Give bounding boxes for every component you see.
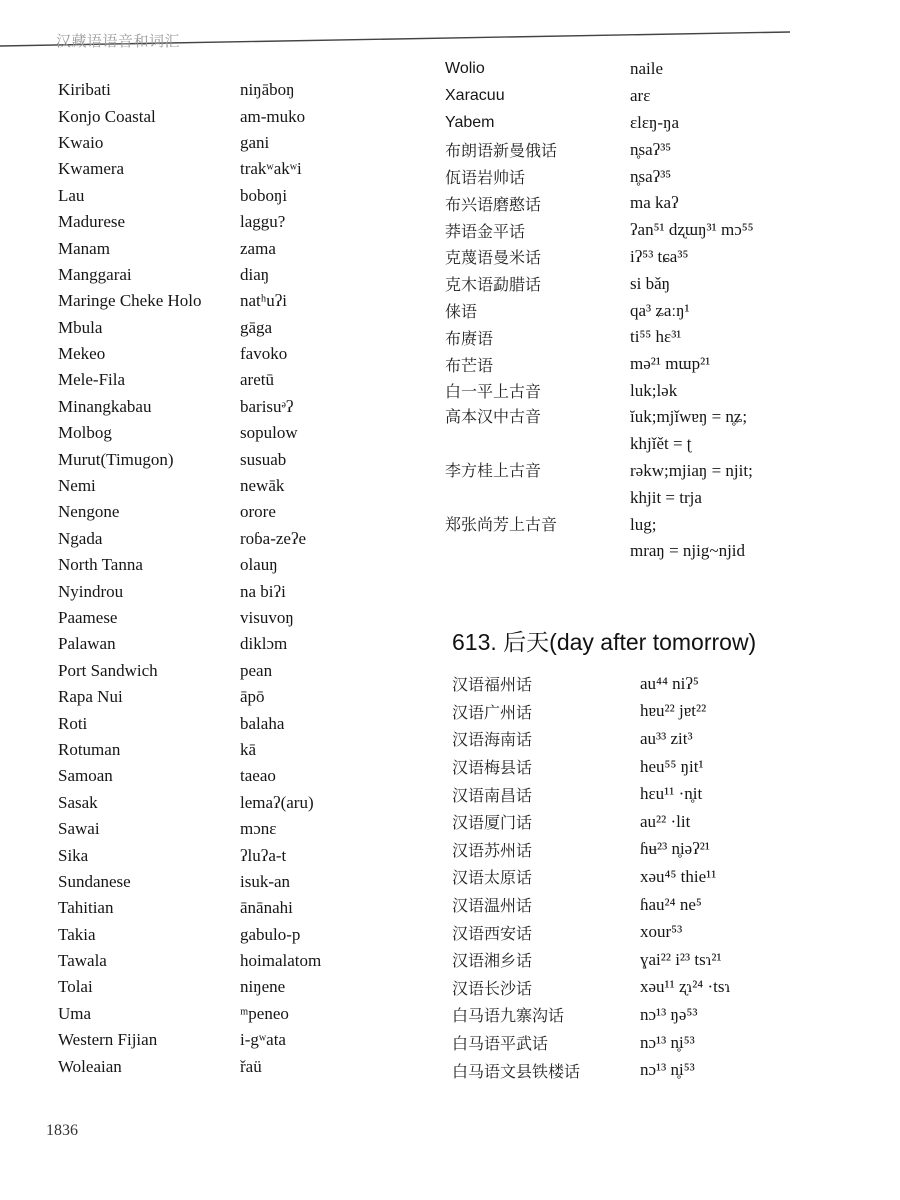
entry-row: [58, 394, 408, 420]
language-name: Takia: [58, 924, 96, 944]
word-form: luk;lək: [630, 380, 678, 400]
word-form: arɛ: [630, 86, 651, 106]
entry-row: [58, 420, 408, 446]
entry-row: [445, 110, 865, 137]
language-name: 汉语福州话: [452, 675, 533, 695]
entry-row: [58, 763, 408, 789]
entry-row: [452, 780, 872, 808]
word-form: nɔ¹³ ŋə⁵³: [640, 1004, 698, 1024]
language-name: 汉语海南话: [452, 730, 533, 750]
entry-row: [58, 288, 408, 314]
word-form: n̥saʔ³⁵: [630, 166, 672, 186]
language-name: Mbula: [58, 317, 103, 337]
language-name: Woleaian: [58, 1056, 122, 1076]
language-name: 佤语岩帅话: [445, 168, 526, 188]
entry-row: [58, 605, 408, 631]
word-form-line: ĭuk;mjǐwɐŋ = n̥ʑ;: [630, 407, 748, 427]
language-name: 高本汉中古音: [445, 407, 542, 427]
entry-row: [452, 946, 872, 974]
entry-row: [452, 808, 872, 836]
entry-row: [58, 631, 408, 657]
entry-row: [452, 1029, 872, 1057]
language-name: Samoan: [58, 766, 113, 786]
language-name: 李方桂上古音: [445, 460, 542, 480]
language-name: Kwamera: [58, 159, 125, 179]
section-number: 613.: [452, 629, 497, 655]
word-form: hoimalatom: [240, 951, 322, 971]
language-name: Konjo Coastal: [58, 106, 156, 126]
entry-row: [452, 974, 872, 1002]
entry-row: [58, 1027, 408, 1053]
word-form: diaŋ: [240, 264, 270, 284]
language-name: Rotuman: [58, 739, 121, 759]
language-name: 汉语梅县话: [452, 758, 533, 778]
word-form: isuk-an: [240, 871, 291, 891]
word-form: natʰuʔi: [240, 291, 287, 311]
language-name: North Tanna: [58, 555, 143, 575]
word-form: gabulo-p: [240, 924, 301, 944]
entry-row: [445, 217, 865, 244]
word-form: newāk: [240, 476, 285, 496]
language-name: Manam: [58, 238, 110, 258]
word-form: si bǎŋ: [630, 273, 671, 293]
word-form: ᵐpeneo: [240, 1003, 289, 1023]
word-form: ʔluʔa-t: [240, 845, 287, 865]
word-form: nɔ¹³ n̥i⁵³: [640, 1060, 695, 1080]
word-form: ɦʉ²³ n̥iəʔ²¹: [640, 839, 710, 859]
entry-row: [452, 1056, 872, 1084]
language-name: Tolai: [58, 977, 93, 997]
word-form: gani: [240, 132, 270, 152]
language-name: Sundanese: [58, 871, 131, 891]
word-form-line: khjit = trja: [630, 487, 702, 507]
entry-row: [58, 552, 408, 578]
entry-row: [452, 891, 872, 919]
language-name: Rapa Nui: [58, 687, 123, 707]
word-form: xour⁵³: [640, 922, 683, 942]
section-entries: [452, 670, 872, 1084]
word-form: mə²¹ mɯp²¹: [630, 354, 711, 374]
language-name: Lau: [58, 185, 85, 205]
language-name: 克木语勐腊话: [445, 275, 542, 295]
language-name: Yabem: [445, 113, 495, 131]
language-name: Sawai: [58, 819, 100, 839]
entry-row: [58, 183, 408, 209]
word-form: [630, 404, 747, 458]
word-form: barisuᵊʔ: [240, 396, 294, 416]
word-form: ʔan⁵¹ dʐɯŋ³¹ mɔ⁵⁵: [630, 220, 754, 240]
word-form: ti⁵⁵ hɛ³¹: [630, 327, 682, 347]
word-form: susuab: [240, 449, 287, 469]
page-number: 1836: [46, 1122, 78, 1139]
entry-row: [445, 56, 865, 83]
language-name: Wolio: [445, 60, 485, 78]
word-form: boboŋi: [240, 185, 288, 205]
entry-row: [445, 190, 865, 217]
entry-row: [58, 922, 408, 948]
entry-row: [452, 670, 872, 698]
language-name: Maringe Cheke Holo: [58, 291, 202, 311]
word-form-line: rəkw;mjiaŋ = njit;: [630, 460, 753, 480]
language-name: Kwaio: [58, 132, 104, 152]
entry-row: [452, 725, 872, 753]
entry-row: [58, 446, 408, 472]
right-column-entries: [445, 56, 865, 565]
entry-row: [58, 209, 408, 235]
word-form: xəu¹¹ ʐɿ²⁴ ·tsɿ: [640, 977, 731, 997]
language-name: Nengone: [58, 502, 120, 522]
word-form: ma kaʔ: [630, 193, 679, 213]
running-header: 汉藏语语音和词汇: [56, 34, 181, 50]
word-form: hɛu¹¹ ·n̥it: [640, 784, 703, 804]
language-name: 白马语文县铁楼话: [452, 1061, 581, 1081]
language-name: Paamese: [58, 608, 118, 627]
word-form: aretū: [240, 370, 274, 390]
entry-row: [445, 136, 865, 163]
section-heading: [452, 624, 756, 657]
entry-row: [452, 863, 872, 891]
entry-row: [452, 918, 872, 946]
word-form: gāga: [240, 317, 273, 337]
language-name: 白马语平武话: [452, 1034, 549, 1054]
entry-row: [58, 710, 408, 736]
word-form: [630, 512, 745, 566]
word-form: am-muko: [240, 106, 306, 126]
language-name: 莽语金平话: [445, 221, 526, 241]
language-name: Palawan: [58, 634, 116, 654]
language-name: 布朗语新曼俄话: [445, 141, 558, 161]
language-name: Tawala: [58, 951, 107, 971]
word-form: au⁴⁴ niʔ⁵: [640, 673, 699, 693]
entry-row: [58, 684, 408, 710]
word-form: au³³ zit³: [640, 728, 693, 748]
entry-row: [58, 315, 408, 341]
left-column-entries: [58, 77, 408, 1080]
entry-row: [445, 458, 865, 512]
language-name: Manggarai: [58, 264, 132, 284]
entry-row: [445, 270, 865, 297]
language-name: Minangkabau: [58, 396, 152, 416]
entry-row: [445, 378, 865, 405]
word-form: lemaʔ(aru): [240, 792, 314, 812]
word-form: i-gʷata: [240, 1030, 286, 1050]
entry-row: [58, 103, 408, 129]
word-form: naile: [630, 59, 664, 79]
word-form: iʔ⁵³ tɕa³⁵: [630, 246, 689, 266]
word-form: au²² ·lit: [640, 811, 691, 831]
entry-row: [58, 1001, 408, 1027]
word-form-line: mraŋ = njig~njid: [630, 541, 746, 561]
language-name: 汉语南昌话: [452, 785, 533, 805]
language-name: Uma: [58, 1003, 92, 1023]
word-form: řaü: [240, 1056, 262, 1076]
entry-row: [58, 473, 408, 499]
entry-row: [452, 836, 872, 864]
language-name: Molbog: [58, 423, 112, 443]
word-form: nɔ¹³ n̥i⁵³: [640, 1032, 695, 1052]
entry-row: [58, 737, 408, 763]
entry-row: [58, 341, 408, 367]
language-name: 布芒语: [445, 355, 494, 375]
language-name: 汉语苏州话: [452, 840, 533, 860]
entry-row: [452, 753, 872, 781]
language-name: Tahitian: [58, 898, 114, 918]
language-name: 白一平上古音: [445, 382, 542, 402]
language-name: 布兴语磨憨话: [445, 194, 542, 214]
entry-row: [58, 367, 408, 393]
language-name: 汉语温州话: [452, 896, 533, 916]
word-form-line: lug;: [630, 514, 657, 534]
word-form: na biʔi: [240, 581, 286, 601]
language-name: 汉语厦门话: [452, 813, 533, 833]
language-name: Xaracuu: [445, 87, 505, 105]
word-form: olauŋ: [240, 555, 278, 575]
entry-row: [445, 351, 865, 378]
word-form: qa³ ʑaːŋ¹: [630, 300, 690, 320]
word-form: sopulow: [240, 423, 298, 443]
entry-row: [445, 324, 865, 351]
entry-row: [58, 895, 408, 921]
word-form: hɐu²² jɐt²²: [640, 701, 707, 721]
entry-row: [58, 156, 408, 182]
language-name: Madurese: [58, 212, 126, 232]
language-name: 汉语西安话: [452, 923, 533, 943]
word-form: āpō: [240, 687, 265, 707]
language-name: Ngada: [58, 528, 103, 548]
word-form: n̥saʔ³⁵: [630, 139, 672, 159]
entry-row: [445, 512, 865, 566]
language-name: Port Sandwich: [58, 660, 158, 680]
word-form: niŋāboŋ: [240, 80, 295, 100]
word-form: visuvoŋ: [240, 608, 294, 627]
entry-row: [58, 869, 408, 895]
entry-row: [452, 698, 872, 726]
word-form: pean: [240, 660, 273, 680]
entry-row: [58, 130, 408, 156]
entry-row: [58, 1053, 408, 1079]
language-name: 郑张尚芳上古音: [445, 514, 558, 534]
entry-row: [445, 163, 865, 190]
word-form: favoko: [240, 344, 288, 364]
word-form: balaha: [240, 713, 285, 733]
entry-row: [58, 974, 408, 1000]
entry-row: [58, 578, 408, 604]
language-name: Nyindrou: [58, 581, 124, 601]
language-name: 汉语长沙话: [452, 978, 533, 998]
language-name: Western Fijian: [58, 1030, 158, 1050]
language-name: 白马语九寨沟话: [452, 1006, 565, 1026]
word-form: zama: [240, 238, 276, 258]
entry-row: [58, 235, 408, 261]
language-name: 汉语广州话: [452, 702, 533, 722]
word-form: laggu?: [240, 212, 286, 232]
entry-row: [58, 842, 408, 868]
language-name: Murut(Timugon): [58, 449, 174, 469]
language-name: 克蔑语曼米话: [445, 248, 542, 268]
entry-row: [58, 77, 408, 103]
language-name: Roti: [58, 713, 88, 733]
word-form: diklɔm: [240, 634, 288, 654]
entry-row: [445, 404, 865, 458]
entry-row: [445, 297, 865, 324]
word-form: ɛlɛŋ-ŋa: [630, 112, 680, 132]
word-form-line: khjǐět = ʈ: [630, 434, 692, 454]
language-name: 俫语: [445, 302, 478, 322]
word-form: mɔnɛ: [240, 819, 277, 839]
entry-row: [445, 244, 865, 271]
entry-row: [58, 658, 408, 684]
language-name: Sika: [58, 845, 89, 865]
entry-row: [58, 948, 408, 974]
entry-row: [58, 262, 408, 288]
word-form: niŋene: [240, 977, 286, 997]
word-form: roɓa-zeʔe: [240, 528, 307, 548]
section-title: 后天(day after tomorrow): [503, 629, 757, 655]
word-form: ānānahi: [240, 898, 293, 918]
language-name: Sasak: [58, 792, 98, 812]
language-name: Nemi: [58, 476, 96, 496]
language-name: 汉语湘乡话: [452, 951, 533, 971]
language-name: 汉语太原话: [452, 868, 533, 888]
word-form: xəu⁴⁵ thie¹¹: [640, 866, 717, 886]
entry-row: [445, 83, 865, 110]
entry-row: [58, 526, 408, 552]
language-name: 布赓语: [445, 328, 494, 348]
word-form: kā: [240, 739, 257, 759]
word-form: trakʷakʷi: [240, 159, 302, 179]
word-form: [630, 458, 753, 512]
language-name: Mele-Fila: [58, 370, 126, 390]
language-name: Mekeo: [58, 344, 106, 364]
word-form: taeao: [240, 766, 276, 786]
entry-row: [58, 816, 408, 842]
entry-row: [58, 790, 408, 816]
word-form: heu⁵⁵ ŋit¹: [640, 756, 704, 776]
word-form: ɦau²⁴ ne⁵: [640, 894, 702, 914]
entry-row: [58, 499, 408, 525]
word-form: ɣai²² i²³ tsɿ²¹: [640, 949, 722, 969]
word-form: orore: [240, 502, 276, 522]
entry-row: [452, 1001, 872, 1029]
language-name: Kiribati: [58, 80, 111, 100]
